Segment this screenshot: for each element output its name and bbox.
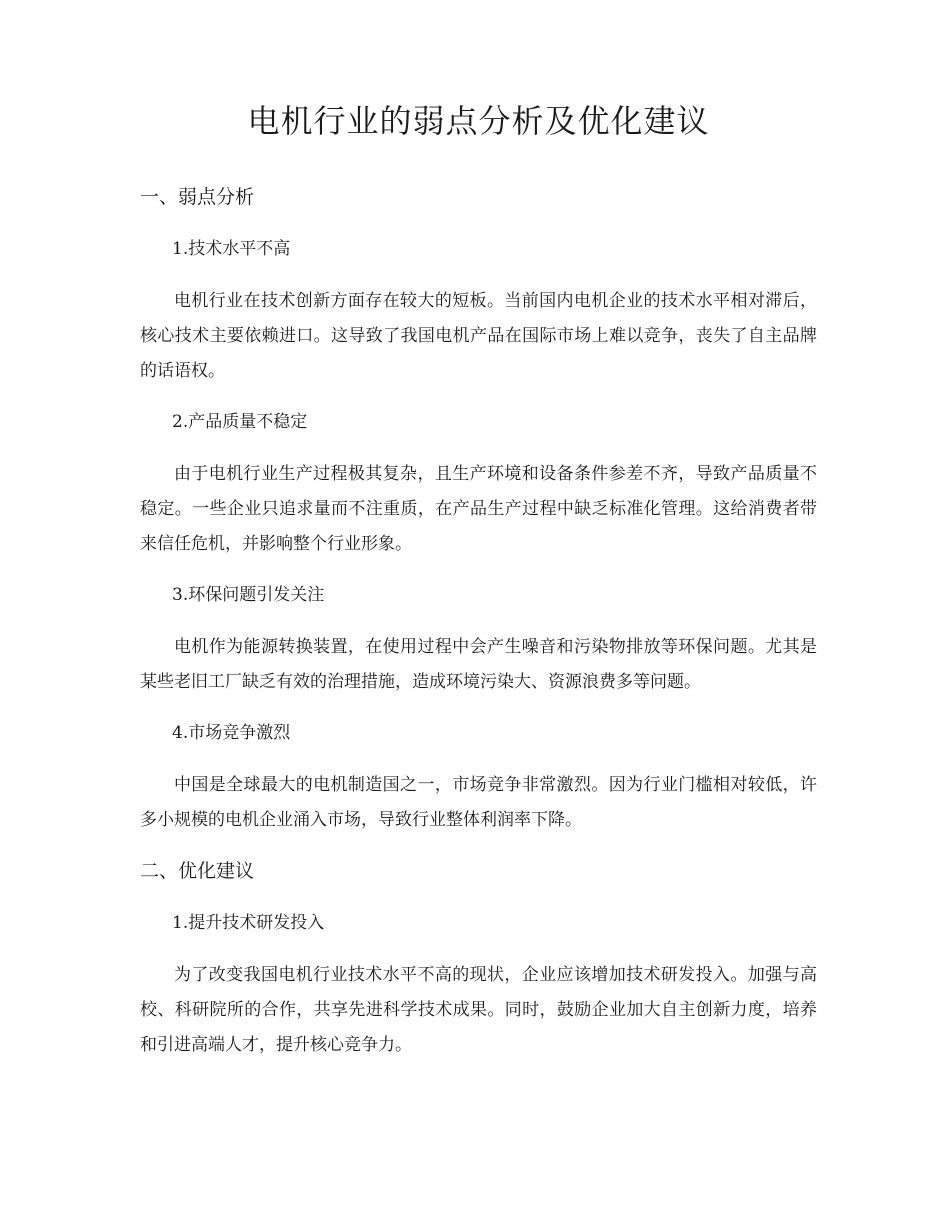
subsection-heading: 1.提升技术研发投入 xyxy=(172,913,325,933)
paragraph: 电机行业在技术创新方面存在较大的短板。当前国内电机企业的技术水平相对滞后，核心技术主要依赖进口。这导致了我国电机产品在国际市场上难以竞争，丧失了自主品牌的话语权。 xyxy=(140,291,817,381)
paragraph: 由于电机行业生产过程极其复杂，且生产环境和设备条件参差不齐，导致产品质量不稳定。一些企业只追求量而不注重质，在产品生产过程中缺乏标准化管理。这给消费者带来信任危机，并影响整个行业形象。 xyxy=(140,464,817,554)
subsection-heading: 1.技术水平不高 xyxy=(172,239,291,259)
subsection-heading: 4.市场竞争激烈 xyxy=(172,723,291,743)
document-title: 电机行业的弱点分析及优化建议 xyxy=(247,102,710,140)
paragraph: 为了改变我国电机行业技术水平不高的现状，企业应该增加技术研发投入。加强与高校、科研院所的合作，共享先进科学技术成果。同时，鼓励企业加大自主创新力度，培养和引进高端人才，提升核心竞争力。 xyxy=(140,965,817,1055)
subsection-heading: 3.环保问题引发关注 xyxy=(172,585,325,605)
section-heading-suggestions: 二、优化建议 xyxy=(140,860,255,882)
subsection-heading: 2.产品质量不稳定 xyxy=(172,412,308,432)
paragraph: 电机作为能源转换装置，在使用过程中会产生噪音和污染物排放等环保问题。尤其是某些老旧工厂缺乏有效的治理措施，造成环境污染大、资源浪费多等问题。 xyxy=(140,637,817,692)
section-heading-weakness: 一、弱点分析 xyxy=(140,186,255,208)
paragraph: 中国是全球最大的电机制造国之一，市场竞争非常激烈。因为行业门槛相对较低，许多小规模的电机企业涌入市场，导致行业整体利润率下降。 xyxy=(140,775,817,830)
